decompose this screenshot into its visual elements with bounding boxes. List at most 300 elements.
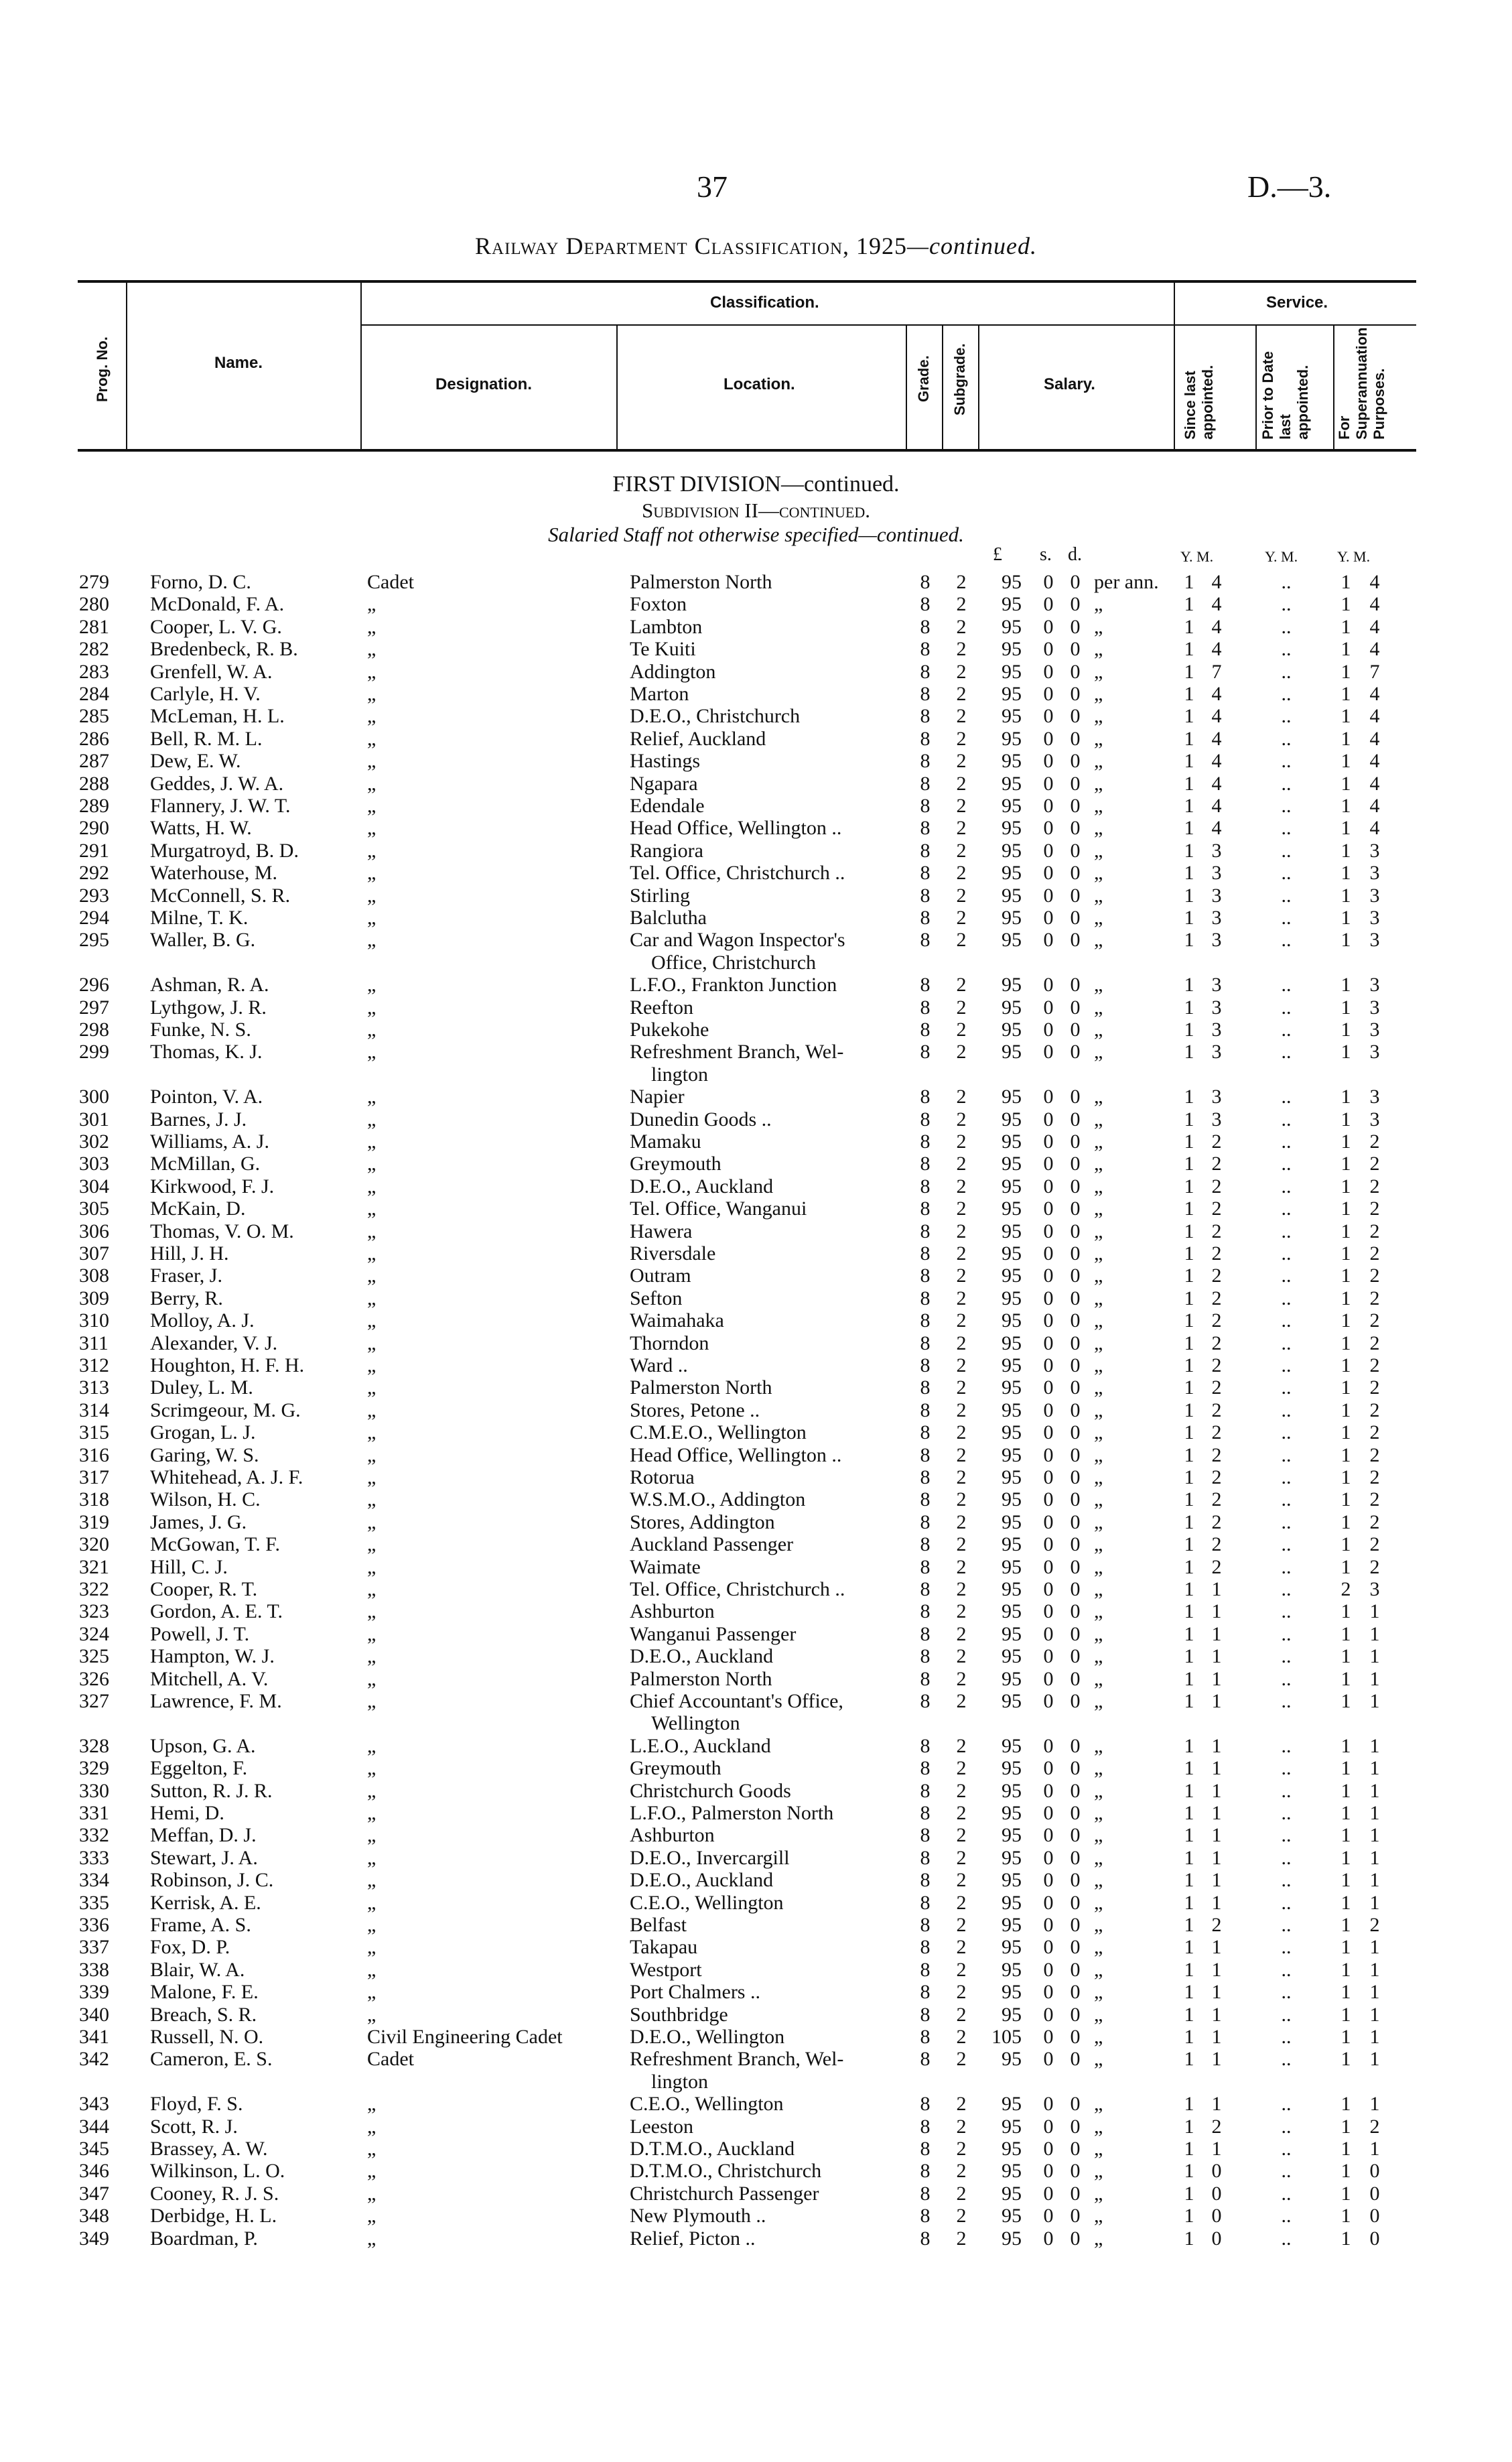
cell-designation: „ bbox=[367, 638, 376, 661]
cell-location: Napier bbox=[630, 1086, 685, 1108]
cell-since-years: 1 bbox=[1184, 1466, 1194, 1488]
cell-since-years: 1 bbox=[1184, 1958, 1194, 1981]
cell-salary-shillings: 0 bbox=[1043, 2026, 1054, 2048]
cell-location: Palmerston North bbox=[630, 571, 772, 593]
cell-prior-service: .. bbox=[1281, 1846, 1292, 1869]
cell-subgrade: 2 bbox=[956, 2048, 967, 2071]
cell-prior-service: .. bbox=[1281, 2205, 1292, 2227]
cell-super-years: 1 bbox=[1341, 907, 1351, 929]
cell-name: Grenfell, W. A. bbox=[150, 660, 273, 683]
cell-since-months: 3 bbox=[1211, 996, 1222, 1019]
cell-prior-service: .. bbox=[1281, 1555, 1292, 1578]
cell-name: Milne, T. K. bbox=[150, 907, 249, 929]
cell-since-years: 1 bbox=[1184, 907, 1194, 929]
cell-since-years: 1 bbox=[1184, 1220, 1194, 1242]
cell-salary-pence: 0 bbox=[1070, 1086, 1081, 1108]
cell-super-months: 4 bbox=[1369, 772, 1380, 795]
cell-subgrade: 2 bbox=[956, 1757, 967, 1780]
cell-since-years: 1 bbox=[1184, 1242, 1194, 1265]
cell-since-years: 1 bbox=[1184, 1041, 1194, 1063]
cell-subgrade: 2 bbox=[956, 1488, 967, 1511]
cell-super-years: 1 bbox=[1341, 1220, 1351, 1242]
cell-name: Mitchell, A. V. bbox=[150, 1667, 269, 1690]
cell-prior-service: .. bbox=[1281, 1265, 1292, 1287]
cell-salary-pence: 0 bbox=[1070, 1578, 1081, 1600]
cell-super-years: 1 bbox=[1341, 1891, 1351, 1914]
cell-since-months: 2 bbox=[1211, 1466, 1222, 1488]
cell-location: Car and Wagon Inspector's bbox=[630, 929, 845, 952]
cell-salary-pence: 0 bbox=[1070, 2182, 1081, 2205]
cell-since-months: 1 bbox=[1211, 1802, 1222, 1824]
cell-salary-pence: 0 bbox=[1070, 817, 1081, 840]
cell-salary-period: „ bbox=[1094, 1690, 1103, 1712]
cell-salary-pence: 0 bbox=[1070, 839, 1081, 862]
cell-prog-no: 305 bbox=[79, 1197, 109, 1220]
cell-name: Watts, H. W. bbox=[150, 817, 252, 840]
cell-since-months: 2 bbox=[1211, 1443, 1222, 1466]
cell-super-months: 2 bbox=[1369, 1265, 1380, 1287]
header-grade: Grade. bbox=[915, 355, 932, 402]
cell-salary-pence: 0 bbox=[1070, 862, 1081, 885]
header-service: Service. bbox=[1266, 294, 1328, 312]
cell-prog-no: 343 bbox=[79, 2093, 109, 2116]
cell-salary-pence: 0 bbox=[1070, 615, 1081, 638]
cell-grade: 8 bbox=[920, 1936, 931, 1959]
cell-salary-period: „ bbox=[1094, 1242, 1103, 1265]
cell-super-years: 1 bbox=[1341, 2003, 1351, 2026]
cell-super-years: 1 bbox=[1341, 996, 1351, 1019]
cell-super-months: 2 bbox=[1369, 1399, 1380, 1421]
subdivision-heading: Subdivision II—continued. bbox=[641, 499, 871, 522]
cell-subgrade: 2 bbox=[956, 750, 967, 773]
cell-since-years: 1 bbox=[1184, 1846, 1194, 1869]
cell-salary-pounds: 95 bbox=[1002, 1019, 1022, 1041]
cell-salary-pounds: 105 bbox=[991, 2026, 1022, 2048]
cell-super-years: 1 bbox=[1341, 1197, 1351, 1220]
cell-since-years: 1 bbox=[1184, 1443, 1194, 1466]
cell-name: Molloy, A. J. bbox=[150, 1309, 255, 1332]
cell-subgrade: 2 bbox=[956, 2003, 967, 2026]
cell-since-months: 3 bbox=[1211, 907, 1222, 929]
cell-salary-period: „ bbox=[1094, 1332, 1103, 1354]
cell-name: Wilkinson, L. O. bbox=[150, 2160, 285, 2183]
cell-since-months: 2 bbox=[1211, 1354, 1222, 1376]
cell-grade: 8 bbox=[920, 2115, 931, 2138]
cell-since-years: 1 bbox=[1184, 817, 1194, 840]
cell-location: Relief, Picton .. bbox=[630, 2227, 756, 2250]
cell-location: Tel. Office, Christchurch .. bbox=[630, 862, 845, 885]
cell-since-months: 3 bbox=[1211, 1086, 1222, 1108]
cell-name: Duley, L. M. bbox=[150, 1376, 253, 1399]
cell-salary-pence: 0 bbox=[1070, 2227, 1081, 2250]
cell-salary-period: „ bbox=[1094, 1667, 1103, 1690]
cell-name: Hampton, W. J. bbox=[150, 1645, 275, 1668]
cell-salary-pence: 0 bbox=[1070, 2160, 1081, 2183]
cell-prog-no: 291 bbox=[79, 839, 109, 862]
cell-salary-pounds: 95 bbox=[1002, 2093, 1022, 2116]
cell-salary-period: „ bbox=[1094, 1600, 1103, 1623]
cell-subgrade: 2 bbox=[956, 1690, 967, 1712]
cell-salary-period: „ bbox=[1094, 1981, 1103, 2004]
cell-salary-pence: 0 bbox=[1070, 593, 1081, 616]
cell-prior-service: .. bbox=[1281, 2227, 1292, 2250]
cell-since-months: 3 bbox=[1211, 839, 1222, 862]
cell-subgrade: 2 bbox=[956, 1108, 967, 1130]
cell-since-years: 1 bbox=[1184, 1578, 1194, 1600]
cell-since-months: 2 bbox=[1211, 1242, 1222, 1265]
cell-location: Sefton bbox=[630, 1287, 683, 1309]
cell-subgrade: 2 bbox=[956, 1667, 967, 1690]
cell-grade: 8 bbox=[920, 974, 931, 996]
cell-subgrade: 2 bbox=[956, 1779, 967, 1802]
cell-salary-pence: 0 bbox=[1070, 1153, 1081, 1175]
cell-prior-service: .. bbox=[1281, 1153, 1292, 1175]
cell-name: Gordon, A. E. T. bbox=[150, 1600, 283, 1623]
cell-salary-pounds: 95 bbox=[1002, 1287, 1022, 1309]
cell-salary-period: „ bbox=[1094, 1734, 1103, 1757]
cell-salary-pence: 0 bbox=[1070, 1779, 1081, 1802]
cell-location: Stores, Addington bbox=[630, 1510, 775, 1533]
cell-designation: „ bbox=[367, 974, 376, 996]
cell-subgrade: 2 bbox=[956, 2138, 967, 2160]
cell-designation: „ bbox=[367, 1891, 376, 1914]
cell-grade: 8 bbox=[920, 1376, 931, 1399]
cell-super-years: 1 bbox=[1341, 884, 1351, 907]
cell-super-years: 1 bbox=[1341, 1667, 1351, 1690]
cell-prior-service: .. bbox=[1281, 1869, 1292, 1892]
cell-prog-no: 333 bbox=[79, 1846, 109, 1869]
cell-super-years: 1 bbox=[1341, 705, 1351, 728]
cell-prior-service: .. bbox=[1281, 1242, 1292, 1265]
cell-designation: „ bbox=[367, 1645, 376, 1668]
cell-designation: „ bbox=[367, 1690, 376, 1712]
cell-salary-pounds: 95 bbox=[1002, 862, 1022, 885]
cell-salary-shillings: 0 bbox=[1043, 1600, 1054, 1623]
cell-grade: 8 bbox=[920, 683, 931, 705]
cell-salary-pounds: 95 bbox=[1002, 1086, 1022, 1108]
cell-grade: 8 bbox=[920, 817, 931, 840]
cell-salary-pounds: 95 bbox=[1002, 1175, 1022, 1197]
cell-name: Cameron, E. S. bbox=[150, 2048, 273, 2071]
cell-super-years: 1 bbox=[1341, 1019, 1351, 1041]
cell-grade: 8 bbox=[920, 1086, 931, 1108]
cell-prog-no: 306 bbox=[79, 1220, 109, 1242]
cell-grade: 8 bbox=[920, 2182, 931, 2205]
cell-salary-shillings: 0 bbox=[1043, 1690, 1054, 1712]
cell-since-months: 2 bbox=[1211, 1130, 1222, 1153]
cell-super-years: 1 bbox=[1341, 862, 1351, 885]
cell-salary-pence: 0 bbox=[1070, 884, 1081, 907]
cell-super-months: 2 bbox=[1369, 1443, 1380, 1466]
cell-subgrade: 2 bbox=[956, 929, 967, 952]
cell-name: Lawrence, F. M. bbox=[150, 1690, 282, 1712]
cell-subgrade: 2 bbox=[956, 772, 967, 795]
cell-salary-pence: 0 bbox=[1070, 1376, 1081, 1399]
cell-super-months: 3 bbox=[1369, 1019, 1380, 1041]
cell-location: Head Office, Wellington .. bbox=[630, 1443, 842, 1466]
cell-prog-no: 283 bbox=[79, 660, 109, 683]
cell-grade: 8 bbox=[920, 1757, 931, 1780]
cell-designation: „ bbox=[367, 884, 376, 907]
cell-prior-service: .. bbox=[1281, 1936, 1292, 1959]
cell-since-years: 1 bbox=[1184, 974, 1194, 996]
cell-designation: „ bbox=[367, 1802, 376, 1824]
cell-since-years: 1 bbox=[1184, 1376, 1194, 1399]
cell-salary-period: „ bbox=[1094, 1645, 1103, 1668]
cell-location: Rotorua bbox=[630, 1466, 695, 1488]
cell-salary-pence: 0 bbox=[1070, 2115, 1081, 2138]
cell-name: McGowan, T. F. bbox=[150, 1533, 280, 1556]
cell-name: Thomas, K. J. bbox=[150, 1041, 263, 1063]
cell-super-years: 1 bbox=[1341, 1555, 1351, 1578]
cell-salary-pence: 0 bbox=[1070, 705, 1081, 728]
cell-designation: „ bbox=[367, 1936, 376, 1959]
cell-grade: 8 bbox=[920, 750, 931, 773]
cell-super-months: 1 bbox=[1369, 1846, 1380, 1869]
cell-salary-shillings: 0 bbox=[1043, 1667, 1054, 1690]
cell-grade: 8 bbox=[920, 1510, 931, 1533]
cell-salary-shillings: 0 bbox=[1043, 772, 1054, 795]
cell-prior-service: .. bbox=[1281, 839, 1292, 862]
cell-subgrade: 2 bbox=[956, 1019, 967, 1041]
cell-super-months: 4 bbox=[1369, 817, 1380, 840]
cell-grade: 8 bbox=[920, 2160, 931, 2183]
cell-prior-service: .. bbox=[1281, 750, 1292, 773]
cell-designation: „ bbox=[367, 1242, 376, 1265]
cell-since-years: 1 bbox=[1184, 1869, 1194, 1892]
cell-salary-shillings: 0 bbox=[1043, 1510, 1054, 1533]
cell-super-months: 4 bbox=[1369, 727, 1380, 750]
cell-since-months: 3 bbox=[1211, 974, 1222, 996]
cell-salary-pounds: 95 bbox=[1002, 1108, 1022, 1130]
cell-salary-pence: 0 bbox=[1070, 1802, 1081, 1824]
cell-since-years: 1 bbox=[1184, 884, 1194, 907]
cell-super-months: 4 bbox=[1369, 615, 1380, 638]
cell-salary-period: „ bbox=[1094, 1869, 1103, 1892]
cell-location: Marton bbox=[630, 683, 689, 705]
cell-prior-service: .. bbox=[1281, 1958, 1292, 1981]
cell-super-years: 1 bbox=[1341, 1354, 1351, 1376]
cell-name: Berry, R. bbox=[150, 1287, 223, 1309]
cell-since-years: 1 bbox=[1184, 638, 1194, 661]
cell-since-months: 1 bbox=[1211, 1622, 1222, 1645]
cell-super-years: 1 bbox=[1341, 1265, 1351, 1287]
cell-since-months: 4 bbox=[1211, 772, 1222, 795]
cell-salary-shillings: 0 bbox=[1043, 1757, 1054, 1780]
cell-since-years: 1 bbox=[1184, 1421, 1194, 1444]
cell-salary-pounds: 95 bbox=[1002, 1354, 1022, 1376]
cell-since-years: 1 bbox=[1184, 1309, 1194, 1332]
cell-super-years: 1 bbox=[1341, 974, 1351, 996]
cell-name: Murgatroyd, B. D. bbox=[150, 839, 299, 862]
cell-salary-pence: 0 bbox=[1070, 1197, 1081, 1220]
cell-salary-pence: 0 bbox=[1070, 1533, 1081, 1556]
cell-prior-service: .. bbox=[1281, 1488, 1292, 1511]
cell-salary-pence: 0 bbox=[1070, 2093, 1081, 2116]
cell-grade: 8 bbox=[920, 1332, 931, 1354]
cell-salary-pounds: 95 bbox=[1002, 839, 1022, 862]
cell-location: Auckland Passenger bbox=[630, 1533, 794, 1556]
cell-subgrade: 2 bbox=[956, 1578, 967, 1600]
cell-prior-service: .. bbox=[1281, 1914, 1292, 1936]
cell-salary-period: „ bbox=[1094, 1824, 1103, 1847]
cell-prog-no: 320 bbox=[79, 1533, 109, 1556]
cell-salary-shillings: 0 bbox=[1043, 683, 1054, 705]
cell-grade: 8 bbox=[920, 1869, 931, 1892]
cell-salary-shillings: 0 bbox=[1043, 1108, 1054, 1130]
cell-salary-shillings: 0 bbox=[1043, 1242, 1054, 1265]
cell-subgrade: 2 bbox=[956, 2182, 967, 2205]
cell-name: McDonald, F. A. bbox=[150, 593, 285, 616]
cell-super-months: 4 bbox=[1369, 593, 1380, 616]
cell-prog-no: 339 bbox=[79, 1981, 109, 2004]
cell-subgrade: 2 bbox=[956, 1891, 967, 1914]
cell-grade: 8 bbox=[920, 907, 931, 929]
cell-salary-shillings: 0 bbox=[1043, 1734, 1054, 1757]
cell-salary-pence: 0 bbox=[1070, 1757, 1081, 1780]
cell-since-months: 2 bbox=[1211, 1510, 1222, 1533]
cell-designation: „ bbox=[367, 1041, 376, 1063]
cell-salary-period: „ bbox=[1094, 1622, 1103, 1645]
cell-designation: „ bbox=[367, 2093, 376, 2116]
cell-name: Wilson, H. C. bbox=[150, 1488, 261, 1511]
cell-since-months: 1 bbox=[1211, 1734, 1222, 1757]
cell-name: Barnes, J. J. bbox=[150, 1108, 247, 1130]
cell-salary-shillings: 0 bbox=[1043, 929, 1054, 952]
cell-salary-pounds: 95 bbox=[1002, 1399, 1022, 1421]
cell-since-months: 2 bbox=[1211, 1309, 1222, 1332]
cell-salary-shillings: 0 bbox=[1043, 996, 1054, 1019]
cell-name: Cooney, R. J. S. bbox=[150, 2182, 279, 2205]
header-superannuation: For Superannuation Purposes. bbox=[1336, 327, 1387, 440]
cell-salary-pounds: 95 bbox=[1002, 907, 1022, 929]
cell-name: Waterhouse, M. bbox=[150, 862, 278, 885]
cell-salary-pounds: 95 bbox=[1002, 1510, 1022, 1533]
cell-location: D.E.O., Auckland bbox=[630, 1869, 774, 1892]
cell-since-months: 1 bbox=[1211, 2138, 1222, 2160]
cell-super-months: 2 bbox=[1369, 1466, 1380, 1488]
cell-location: C.E.O., Wellington bbox=[630, 2093, 784, 2116]
cell-salary-pounds: 95 bbox=[1002, 2115, 1022, 2138]
cell-salary-pounds: 95 bbox=[1002, 772, 1022, 795]
staff-heading: Salaried Staff not otherwise specified—continued. bbox=[548, 523, 964, 546]
cell-prior-service: .. bbox=[1281, 2138, 1292, 2160]
cell-location: Greymouth bbox=[630, 1153, 721, 1175]
cell-location: Belfast bbox=[630, 1914, 687, 1936]
cell-super-years: 1 bbox=[1341, 750, 1351, 773]
cell-name: McLeman, H. L. bbox=[150, 705, 285, 728]
cell-salary-period: per ann. bbox=[1094, 571, 1159, 593]
cell-name: Malone, F. E. bbox=[150, 1981, 259, 2004]
cell-prior-service: .. bbox=[1281, 571, 1292, 593]
cell-super-years: 1 bbox=[1341, 1981, 1351, 2004]
cell-since-months: 1 bbox=[1211, 1600, 1222, 1623]
cell-since-years: 1 bbox=[1184, 1622, 1194, 1645]
cell-name: Blair, W. A. bbox=[150, 1958, 245, 1981]
cell-prior-service: .. bbox=[1281, 1891, 1292, 1914]
cell-salary-pounds: 95 bbox=[1002, 1622, 1022, 1645]
cell-salary-shillings: 0 bbox=[1043, 1086, 1054, 1108]
cell-subgrade: 2 bbox=[956, 2093, 967, 2116]
cell-salary-period: „ bbox=[1094, 1041, 1103, 1063]
cell-prior-service: .. bbox=[1281, 615, 1292, 638]
cell-salary-pence: 0 bbox=[1070, 660, 1081, 683]
cell-grade: 8 bbox=[920, 1197, 931, 1220]
cell-super-months: 1 bbox=[1369, 1690, 1380, 1712]
cell-salary-pounds: 95 bbox=[1002, 974, 1022, 996]
cell-salary-pence: 0 bbox=[1070, 1019, 1081, 1041]
cell-salary-period: „ bbox=[1094, 817, 1103, 840]
cell-grade: 8 bbox=[920, 1802, 931, 1824]
cell-salary-pence: 0 bbox=[1070, 1309, 1081, 1332]
cell-location-continued: Office, Christchurch bbox=[651, 951, 817, 974]
cell-prior-service: .. bbox=[1281, 772, 1292, 795]
cell-since-years: 1 bbox=[1184, 2115, 1194, 2138]
cell-name: Sutton, R. J. R. bbox=[150, 1779, 273, 1802]
cell-since-years: 1 bbox=[1184, 750, 1194, 773]
cell-location: D.E.O., Christchurch bbox=[630, 705, 801, 728]
cell-since-years: 1 bbox=[1184, 2138, 1194, 2160]
cell-location-continued: Wellington bbox=[651, 1712, 740, 1735]
cell-salary-shillings: 0 bbox=[1043, 593, 1054, 616]
cell-salary-period: „ bbox=[1094, 1958, 1103, 1981]
cell-salary-shillings: 0 bbox=[1043, 1824, 1054, 1847]
cell-prior-service: .. bbox=[1281, 817, 1292, 840]
cell-since-years: 1 bbox=[1184, 1108, 1194, 1130]
cell-super-months: 3 bbox=[1369, 1578, 1380, 1600]
cell-prog-no: 311 bbox=[79, 1332, 109, 1354]
cell-designation: „ bbox=[367, 1757, 376, 1780]
cell-since-years: 1 bbox=[1184, 593, 1194, 616]
cell-grade: 8 bbox=[920, 1220, 931, 1242]
cell-prior-service: .. bbox=[1281, 1690, 1292, 1712]
cell-super-years: 1 bbox=[1341, 1309, 1351, 1332]
cell-grade: 8 bbox=[920, 571, 931, 593]
cell-salary-pence: 0 bbox=[1070, 1421, 1081, 1444]
cell-name: McKain, D. bbox=[150, 1197, 246, 1220]
cell-name: Brassey, A. W. bbox=[150, 2138, 268, 2160]
cell-super-months: 7 bbox=[1369, 660, 1380, 683]
cell-name: Garing, W. S. bbox=[150, 1443, 259, 1466]
cell-salary-pence: 0 bbox=[1070, 795, 1081, 817]
cell-salary-pence: 0 bbox=[1070, 1555, 1081, 1578]
cell-salary-pounds: 95 bbox=[1002, 1197, 1022, 1220]
cell-location: Ward .. bbox=[630, 1354, 688, 1376]
header-designation: Designation. bbox=[435, 375, 533, 393]
cell-subgrade: 2 bbox=[956, 1354, 967, 1376]
cell-prog-no: 334 bbox=[79, 1869, 109, 1892]
cell-location: Ashburton bbox=[630, 1600, 715, 1623]
cell-prog-no: 348 bbox=[79, 2205, 109, 2227]
cell-salary-shillings: 0 bbox=[1043, 1376, 1054, 1399]
cell-salary-pence: 0 bbox=[1070, 2003, 1081, 2026]
cell-salary-shillings: 0 bbox=[1043, 750, 1054, 773]
cell-location: L.F.O., Palmerston North bbox=[630, 1802, 834, 1824]
cell-prog-no: 297 bbox=[79, 996, 109, 1019]
cell-salary-period: „ bbox=[1094, 1376, 1103, 1399]
cell-subgrade: 2 bbox=[956, 907, 967, 929]
cell-designation: „ bbox=[367, 1779, 376, 1802]
cell-name: Funke, N. S. bbox=[150, 1019, 251, 1041]
cell-prior-service: .. bbox=[1281, 660, 1292, 683]
cell-salary-pence: 0 bbox=[1070, 1242, 1081, 1265]
cell-prior-service: .. bbox=[1281, 593, 1292, 616]
cell-since-months: 3 bbox=[1211, 1019, 1222, 1041]
cell-subgrade: 2 bbox=[956, 1936, 967, 1959]
cell-salary-pounds: 95 bbox=[1002, 1824, 1022, 1847]
cell-location: New Plymouth .. bbox=[630, 2205, 766, 2227]
cell-salary-period: „ bbox=[1094, 2182, 1103, 2205]
